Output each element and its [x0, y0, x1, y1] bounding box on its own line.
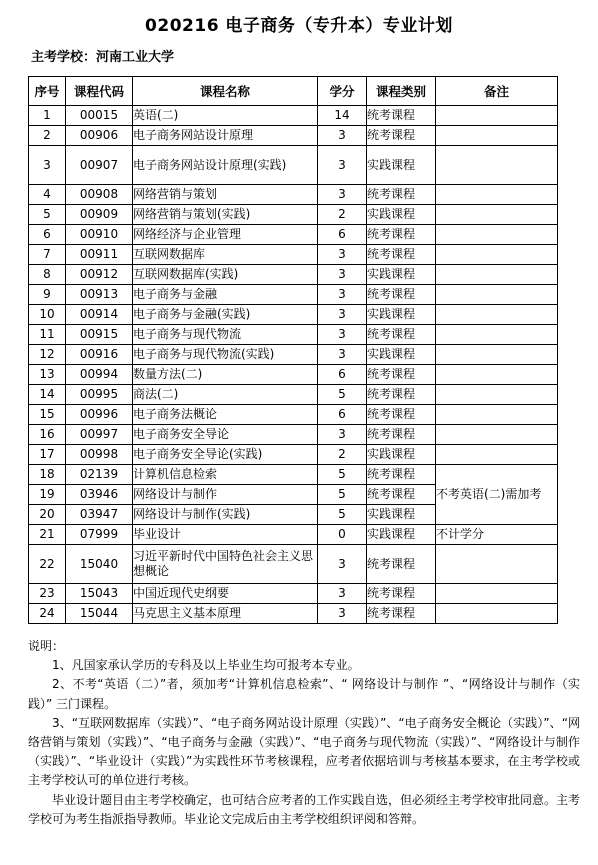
- row-credit: 6: [318, 365, 367, 385]
- row-no: 1: [29, 106, 66, 126]
- row-credit: 3: [318, 245, 367, 265]
- table-row: [29, 185, 558, 205]
- col-header-credit: 学分: [318, 77, 367, 106]
- row-credit: 5: [318, 505, 367, 525]
- row-course-type: 统考课程: [367, 485, 436, 505]
- row-course-type: 统考课程: [367, 465, 436, 485]
- row-no: 16: [29, 425, 66, 445]
- row-course-name: 电子商务法概论: [133, 405, 318, 425]
- row-remark: [436, 225, 558, 245]
- row-course-type: 统考课程: [367, 285, 436, 305]
- row-credit: 3: [318, 146, 367, 185]
- row-course-name: 电子商务与现代物流(实践): [133, 345, 318, 365]
- table-row: [29, 146, 558, 185]
- table-row: [29, 325, 558, 345]
- row-code: 15043: [66, 584, 133, 604]
- row-course-name: 网络设计与制作(实践): [133, 505, 318, 525]
- table-row: [29, 465, 558, 485]
- row-remark: 不考英语(二)需加考: [436, 465, 558, 525]
- row-course-name: 网络营销与策划(实践): [133, 205, 318, 225]
- row-no: 18: [29, 465, 66, 485]
- row-credit: 3: [318, 126, 367, 146]
- row-course-name: 马克思主义基本原理: [133, 604, 318, 624]
- row-remark: [436, 265, 558, 285]
- row-code: 15044: [66, 604, 133, 624]
- row-course-name: 英语(二): [133, 106, 318, 126]
- col-header-no: 序号: [29, 77, 66, 106]
- row-code: 00997: [66, 425, 133, 445]
- row-no: 7: [29, 245, 66, 265]
- row-code: 00915: [66, 325, 133, 345]
- row-course-type: 统考课程: [367, 126, 436, 146]
- row-no: 4: [29, 185, 66, 205]
- row-no: 8: [29, 265, 66, 285]
- row-course-name: 电子商务安全导论(实践): [133, 445, 318, 465]
- row-remark: [436, 185, 558, 205]
- row-no: 24: [29, 604, 66, 624]
- row-credit: 3: [318, 604, 367, 624]
- row-course-type: 统考课程: [367, 225, 436, 245]
- table-row: [29, 584, 558, 604]
- row-credit: 2: [318, 445, 367, 465]
- row-course-type: 实践课程: [367, 305, 436, 325]
- row-code: 00912: [66, 265, 133, 285]
- table-row: [29, 225, 558, 245]
- row-course-name: 毕业设计: [133, 525, 318, 545]
- row-remark: [436, 205, 558, 225]
- row-code: 00910: [66, 225, 133, 245]
- table-row: [29, 445, 558, 465]
- row-no: 11: [29, 325, 66, 345]
- row-credit: 3: [318, 305, 367, 325]
- row-remark: [436, 545, 558, 584]
- col-header-code: 课程代码: [66, 77, 133, 106]
- row-credit: 6: [318, 225, 367, 245]
- table-row: [29, 405, 558, 425]
- page-title: 020216 电子商务（专升本）专业计划: [145, 16, 453, 36]
- row-remark: [436, 305, 558, 325]
- row-course-type: 实践课程: [367, 265, 436, 285]
- row-course-type: 实践课程: [367, 146, 436, 185]
- row-no: 2: [29, 126, 66, 146]
- row-code: 15040: [66, 545, 133, 584]
- row-code: 00914: [66, 305, 133, 325]
- row-credit: 2: [318, 205, 367, 225]
- row-no: 13: [29, 365, 66, 385]
- row-course-type: 统考课程: [367, 365, 436, 385]
- row-credit: 3: [318, 185, 367, 205]
- row-course-type: 统考课程: [367, 584, 436, 604]
- row-credit: 5: [318, 465, 367, 485]
- row-remark: [436, 425, 558, 445]
- school-label: 主考学校：河南工业大学: [31, 50, 175, 65]
- table-header-row: [29, 77, 558, 106]
- table-row: [29, 265, 558, 285]
- notes-heading: 说明：: [28, 639, 65, 653]
- table-row: [29, 126, 558, 146]
- row-code: 03946: [66, 485, 133, 505]
- table-row: [29, 345, 558, 365]
- row-no: 12: [29, 345, 66, 365]
- row-no: 3: [29, 146, 66, 185]
- row-credit: 3: [318, 584, 367, 604]
- row-course-name: 电子商务与金融: [133, 285, 318, 305]
- row-course-name: 网络经济与企业管理: [133, 225, 318, 245]
- row-course-name: 电子商务与现代物流: [133, 325, 318, 345]
- course-plan-table: [28, 76, 558, 624]
- row-course-name: 电子商务与金融(实践): [133, 305, 318, 325]
- row-no: 14: [29, 385, 66, 405]
- note-1: 1、凡国家承认学历的专科及以上毕业生均可报考本专业。: [52, 658, 360, 673]
- row-remark: 不计学分: [436, 525, 558, 545]
- row-course-type: 统考课程: [367, 405, 436, 425]
- row-course-name: 互联网数据库(实践): [133, 265, 318, 285]
- row-credit: 3: [318, 345, 367, 365]
- row-remark: [436, 445, 558, 465]
- row-course-type: 统考课程: [367, 325, 436, 345]
- row-remark: [436, 245, 558, 265]
- row-remark: [436, 126, 558, 146]
- table-row: [29, 525, 558, 545]
- row-course-type: 实践课程: [367, 205, 436, 225]
- row-course-name: 商法(二): [133, 385, 318, 405]
- row-code: 00909: [66, 205, 133, 225]
- row-no: 10: [29, 305, 66, 325]
- row-remark: [436, 325, 558, 345]
- row-course-type: 统考课程: [367, 245, 436, 265]
- notes-section: [28, 637, 580, 829]
- row-code: 07999: [66, 525, 133, 545]
- row-credit: 5: [318, 385, 367, 405]
- row-remark: [436, 604, 558, 624]
- row-code: 00913: [66, 285, 133, 305]
- row-code: 00996: [66, 405, 133, 425]
- row-course-type: 实践课程: [367, 505, 436, 525]
- row-no: 21: [29, 525, 66, 545]
- row-credit: 3: [318, 285, 367, 305]
- row-course-name: 互联网数据库: [133, 245, 318, 265]
- row-remark: [436, 365, 558, 385]
- table-row: [29, 425, 558, 445]
- row-course-name: 电子商务网站设计原理(实践): [133, 146, 318, 185]
- table-row: [29, 545, 558, 584]
- row-course-type: 统考课程: [367, 545, 436, 584]
- table-row: [29, 305, 558, 325]
- row-course-type: 实践课程: [367, 525, 436, 545]
- note-2: 2、不考“英语（二）”者，须加考“计算机信息检索”、“ 网络设计与制作 ”、“网络设计与制作（实践）” 三门课程。: [28, 677, 580, 711]
- row-code: 00998: [66, 445, 133, 465]
- row-code: 00015: [66, 106, 133, 126]
- row-course-name: 电子商务安全导论: [133, 425, 318, 445]
- row-course-type: 统考课程: [367, 385, 436, 405]
- col-header-type: 课程类别: [367, 77, 436, 106]
- row-no: 20: [29, 505, 66, 525]
- row-remark: [436, 106, 558, 126]
- row-course-name: 数量方法(二): [133, 365, 318, 385]
- row-no: 17: [29, 445, 66, 465]
- row-no: 19: [29, 485, 66, 505]
- row-credit: 3: [318, 425, 367, 445]
- row-credit: 0: [318, 525, 367, 545]
- row-code: 00911: [66, 245, 133, 265]
- row-course-name: 计算机信息检索: [133, 465, 318, 485]
- row-no: 23: [29, 584, 66, 604]
- row-course-name: 中国近现代史纲要: [133, 584, 318, 604]
- table-row: [29, 604, 558, 624]
- row-no: 15: [29, 405, 66, 425]
- row-course-type: 实践课程: [367, 445, 436, 465]
- row-course-type: 统考课程: [367, 106, 436, 126]
- table-row: [29, 245, 558, 265]
- row-code: 00908: [66, 185, 133, 205]
- row-remark: [436, 405, 558, 425]
- row-credit: 3: [318, 265, 367, 285]
- row-credit: 3: [318, 545, 367, 584]
- row-course-type: 统考课程: [367, 604, 436, 624]
- row-code: 00994: [66, 365, 133, 385]
- table-row: [29, 106, 558, 126]
- col-header-name: 课程名称: [133, 77, 318, 106]
- note-4: 毕业设计题目由主考学校确定，也可结合应考者的工作实践自选，但必须经主考学校审批同意。主考学校可为考生指派指导教师。毕业论文完成后由主考学校组织评阅和答辩。: [28, 792, 581, 826]
- row-course-type: 实践课程: [367, 345, 436, 365]
- row-course-name: 电子商务网站设计原理: [133, 126, 318, 146]
- row-code: 03947: [66, 505, 133, 525]
- note-3: 3、“互联网数据库（实践）”、“电子商务网站设计原理（实践）”、“电子商务安全概论（实践）”、“网络营销与策划（实践）”、“电子商务与金融（实践）”、“电子商务与现代物流（实践）”、“网络设计与制作（实践）”、“毕业设计（实践）”为实践性环节考核课程，应考者依据培训与考核基本要求，在主考学校或主考学校认可的单位进行考核。: [28, 715, 580, 788]
- row-course-name: 习近平新时代中国特色社会主义思想概论: [133, 545, 318, 584]
- row-code: 02139: [66, 465, 133, 485]
- row-credit: 6: [318, 405, 367, 425]
- row-remark: [436, 285, 558, 305]
- row-no: 5: [29, 205, 66, 225]
- row-course-name: 网络营销与策划: [133, 185, 318, 205]
- row-course-type: 统考课程: [367, 185, 436, 205]
- row-remark: [436, 584, 558, 604]
- row-code: 00916: [66, 345, 133, 365]
- row-credit: 3: [318, 325, 367, 345]
- row-remark: [436, 146, 558, 185]
- row-code: 00906: [66, 126, 133, 146]
- row-remark: [436, 385, 558, 405]
- table-row: [29, 385, 558, 405]
- row-no: 22: [29, 545, 66, 584]
- row-course-name: 网络设计与制作: [133, 485, 318, 505]
- row-no: 6: [29, 225, 66, 245]
- row-code: 00907: [66, 146, 133, 185]
- row-remark: [436, 345, 558, 365]
- table-row: [29, 205, 558, 225]
- row-course-type: 统考课程: [367, 425, 436, 445]
- row-no: 9: [29, 285, 66, 305]
- col-header-remark: 备注: [436, 77, 558, 106]
- table-row: [29, 285, 558, 305]
- row-credit: 5: [318, 485, 367, 505]
- row-credit: 14: [318, 106, 367, 126]
- table-row: [29, 365, 558, 385]
- row-code: 00995: [66, 385, 133, 405]
